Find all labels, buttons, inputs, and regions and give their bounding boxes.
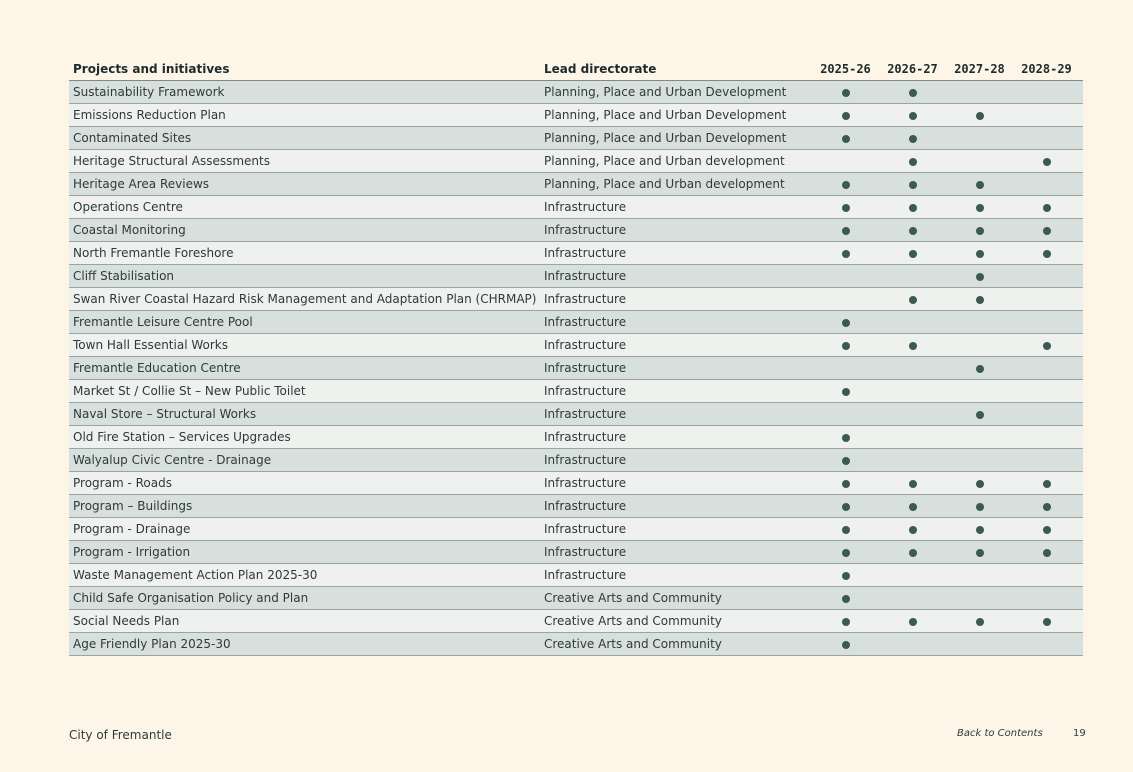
active-dot-icon [909,135,917,143]
project-name: Waste Management Action Plan 2025-30 [73,568,318,582]
lead-directorate: Planning, Place and Urban Development [544,85,787,99]
year-cell [946,108,1013,122]
active-dot-icon [842,572,850,580]
active-dot-icon [842,388,850,396]
footer-org: City of Fremantle [69,728,172,742]
table-row [69,403,1083,426]
active-dot-icon [842,618,850,626]
table-header [69,58,1083,81]
year-cell [879,292,946,306]
active-dot-icon [1043,250,1051,258]
table-row [69,633,1083,656]
year-cell [879,338,946,352]
active-dot-icon [976,204,984,212]
year-cell [946,292,1013,306]
lead-directorate: Infrastructure [544,361,627,375]
active-dot-icon [909,250,917,258]
active-dot-icon [976,227,984,235]
year-cell [879,476,946,490]
year-cell [812,430,879,444]
year-cell [946,545,1013,559]
active-dot-icon [842,181,850,189]
header-year-4: 2028-29 [1021,62,1072,76]
active-dot-icon [842,641,850,649]
active-dot-icon [909,158,917,166]
lead-directorate: Creative Arts and Community [544,591,722,605]
table-row [69,311,1083,334]
table-row [69,472,1083,495]
active-dot-icon [842,227,850,235]
year-cell [812,453,879,467]
year-cell [946,223,1013,237]
lead-directorate: Infrastructure [544,269,627,283]
active-dot-icon [909,549,917,557]
year-cell [879,545,946,559]
lead-directorate: Infrastructure [544,453,627,467]
project-name: Old Fire Station – Services Upgrades [73,430,291,444]
active-dot-icon [842,434,850,442]
active-dot-icon [909,296,917,304]
project-name: North Fremantle Foreshore [73,246,234,260]
year-cell [946,476,1013,490]
project-name: Age Friendly Plan 2025-30 [73,637,231,651]
year-cell [946,361,1013,375]
project-name: Contaminated Sites [73,131,192,145]
lead-directorate: Planning, Place and Urban development [544,154,785,168]
lead-directorate: Infrastructure [544,246,627,260]
active-dot-icon [1043,204,1051,212]
active-dot-icon [909,227,917,235]
active-dot-icon [842,135,850,143]
table-row [69,541,1083,564]
year-cell [812,637,879,651]
lead-directorate: Infrastructure [544,476,627,490]
active-dot-icon [842,503,850,511]
year-cell [812,545,879,559]
lead-directorate: Infrastructure [544,315,627,329]
year-cell [812,131,879,145]
project-name: Market St / Collie St – New Public Toilet [73,384,306,398]
active-dot-icon [976,549,984,557]
back-to-contents-link[interactable]: Back to Contents [957,728,1043,739]
table-row [69,104,1083,127]
year-cell [1013,476,1080,490]
header-directorate: Lead directorate [544,62,657,76]
table-row [69,81,1083,104]
header-projects: Projects and initiatives [73,62,230,76]
project-name: Operations Centre [73,200,183,214]
active-dot-icon [1043,549,1051,557]
active-dot-icon [909,181,917,189]
year-cell [946,522,1013,536]
active-dot-icon [1043,480,1051,488]
active-dot-icon [842,204,850,212]
table-row [69,449,1083,472]
year-cell [812,614,879,628]
lead-directorate: Creative Arts and Community [544,637,722,651]
lead-directorate: Planning, Place and Urban Development [544,131,787,145]
projects-table [69,58,1083,656]
active-dot-icon [842,319,850,327]
table-row [69,610,1083,633]
lead-directorate: Infrastructure [544,200,627,214]
table-row [69,426,1083,449]
year-cell [1013,246,1080,260]
active-dot-icon [1043,342,1051,350]
active-dot-icon [976,365,984,373]
year-cell [812,384,879,398]
active-dot-icon [1043,618,1051,626]
table-row [69,196,1083,219]
active-dot-icon [976,181,984,189]
lead-directorate: Infrastructure [544,568,627,582]
header-year-1: 2025-26 [820,62,871,76]
active-dot-icon [842,112,850,120]
year-cell [946,246,1013,260]
year-cell [946,407,1013,421]
year-cell [812,338,879,352]
lead-directorate: Infrastructure [544,499,627,513]
project-name: Coastal Monitoring [73,223,186,237]
year-cell [1013,200,1080,214]
lead-directorate: Infrastructure [544,522,627,536]
year-cell [879,499,946,513]
year-cell [1013,338,1080,352]
active-dot-icon [976,503,984,511]
active-dot-icon [909,342,917,350]
project-name: Program - Irrigation [73,545,191,559]
active-dot-icon [842,89,850,97]
lead-directorate: Creative Arts and Community [544,614,722,628]
year-cell [1013,522,1080,536]
lead-directorate: Planning, Place and Urban development [544,177,785,191]
active-dot-icon [909,480,917,488]
table-row [69,495,1083,518]
year-cell [946,200,1013,214]
active-dot-icon [842,595,850,603]
table-row [69,219,1083,242]
table-row [69,564,1083,587]
project-name: Emissions Reduction Plan [73,108,226,122]
table-row [69,150,1083,173]
active-dot-icon [1043,503,1051,511]
project-name: Social Needs Plan [73,614,180,628]
year-cell [879,223,946,237]
active-dot-icon [976,618,984,626]
project-name: Program - Drainage [73,522,191,536]
year-cell [812,177,879,191]
table-row [69,173,1083,196]
year-cell [812,315,879,329]
year-cell [946,269,1013,283]
project-name: Child Safe Organisation Policy and Plan [73,591,309,605]
year-cell [1013,499,1080,513]
active-dot-icon [976,296,984,304]
table-row [69,334,1083,357]
year-cell [879,522,946,536]
active-dot-icon [976,411,984,419]
project-name: Program - Roads [73,476,172,490]
table-body [69,81,1083,656]
project-name: Heritage Structural Assessments [73,154,270,168]
active-dot-icon [909,618,917,626]
active-dot-icon [1043,526,1051,534]
header-year-3: 2027-28 [954,62,1005,76]
active-dot-icon [976,112,984,120]
table-row [69,265,1083,288]
lead-directorate: Infrastructure [544,338,627,352]
table-row [69,288,1083,311]
year-cell [812,591,879,605]
year-cell [879,200,946,214]
project-name: Fremantle Leisure Centre Pool [73,315,253,329]
project-name: Heritage Area Reviews [73,177,210,191]
lead-directorate: Infrastructure [544,407,627,421]
year-cell [812,246,879,260]
year-cell [812,568,879,582]
active-dot-icon [842,480,850,488]
active-dot-icon [976,526,984,534]
project-name: Sustainability Framework [73,85,225,99]
active-dot-icon [1043,227,1051,235]
page-number: 19 [1073,728,1086,739]
lead-directorate: Infrastructure [544,430,627,444]
year-cell [879,154,946,168]
year-cell [879,85,946,99]
active-dot-icon [842,526,850,534]
year-cell [812,499,879,513]
year-cell [879,614,946,628]
year-cell [1013,545,1080,559]
lead-directorate: Infrastructure [544,292,627,306]
year-cell [879,246,946,260]
table-row [69,587,1083,610]
year-cell [812,85,879,99]
year-cell [812,476,879,490]
year-cell [1013,223,1080,237]
year-cell [812,200,879,214]
year-cell [1013,154,1080,168]
active-dot-icon [909,204,917,212]
project-name: Naval Store – Structural Works [73,407,257,421]
project-name: Fremantle Education Centre [73,361,241,375]
table-row [69,127,1083,150]
active-dot-icon [842,342,850,350]
active-dot-icon [909,526,917,534]
active-dot-icon [1043,158,1051,166]
active-dot-icon [976,250,984,258]
year-cell [946,614,1013,628]
year-cell [879,131,946,145]
year-cell [879,177,946,191]
active-dot-icon [842,457,850,465]
project-name: Program – Buildings [73,499,193,513]
project-name: Walyalup Civic Centre - Drainage [73,453,272,467]
year-cell [1013,614,1080,628]
year-cell [879,108,946,122]
active-dot-icon [842,549,850,557]
project-name: Town Hall Essential Works [73,338,228,352]
project-name: Cliff Stabilisation [73,269,175,283]
active-dot-icon [909,89,917,97]
table-row [69,518,1083,541]
active-dot-icon [909,503,917,511]
active-dot-icon [976,480,984,488]
active-dot-icon [976,273,984,281]
active-dot-icon [842,250,850,258]
table-row [69,380,1083,403]
lead-directorate: Infrastructure [544,223,627,237]
lead-directorate: Planning, Place and Urban Development [544,108,787,122]
header-year-2: 2026-27 [887,62,938,76]
year-cell [946,499,1013,513]
table-row [69,357,1083,380]
lead-directorate: Infrastructure [544,545,627,559]
active-dot-icon [909,112,917,120]
year-cell [812,108,879,122]
year-cell [812,522,879,536]
year-cell [812,223,879,237]
lead-directorate: Infrastructure [544,384,627,398]
project-name: Swan River Coastal Hazard Risk Management and Adaptation Plan (CHRMAP) [73,292,537,306]
year-cell [946,177,1013,191]
table-row [69,242,1083,265]
